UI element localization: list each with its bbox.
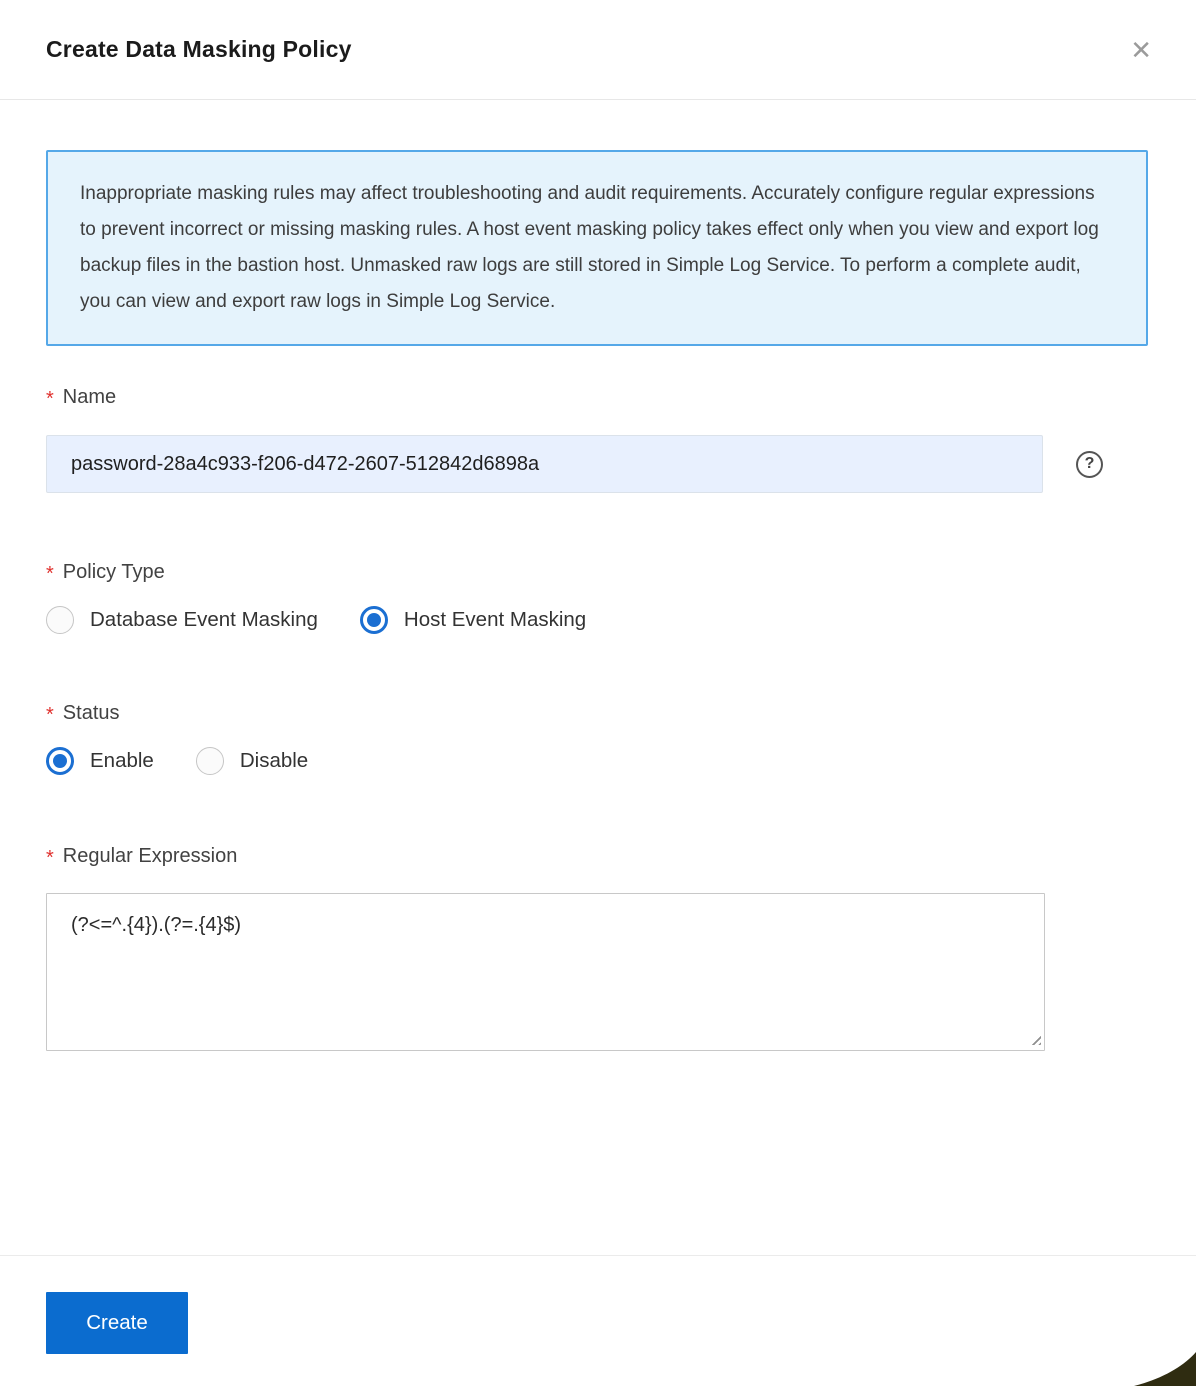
radio-circle-icon[interactable] [196, 747, 224, 775]
required-asterisk: * [46, 388, 54, 410]
close-icon[interactable]: ✕ [1130, 34, 1152, 65]
radio-enable[interactable] [46, 747, 154, 775]
policy-type-radio-group [46, 606, 1148, 634]
photo-corner-artifact [1134, 1350, 1196, 1386]
radio-label: Enable [90, 749, 154, 772]
info-alert-text: Inappropriate masking rules may affect troubleshooting and audit requirements. Accurately configure regular expressions to prevent incorrect or missing masking rules. A host event masking policy takes effect only when you view and export log backup files in the bastion host. Unmasked raw logs are still stored in Simple Log Service. To perform a complete audit, you can view and export raw logs in Simple Log Service. [80, 183, 1099, 312]
dialog-title: Create Data Masking Policy [46, 36, 352, 62]
dialog-header [0, 0, 1196, 100]
radio-label: Disable [239, 749, 309, 772]
dialog-footer [0, 1255, 1196, 1354]
status-label [46, 702, 1148, 725]
required-asterisk: * [46, 563, 54, 585]
name-label-text: Name [62, 386, 117, 408]
name-input[interactable] [46, 435, 1043, 493]
required-asterisk: * [46, 704, 54, 726]
radio-label: Host Event Masking [403, 608, 587, 631]
radio-circle-icon[interactable] [46, 606, 74, 634]
info-alert [46, 150, 1148, 346]
create-button[interactable]: Create [46, 1292, 188, 1354]
radio-circle-icon[interactable] [360, 606, 388, 634]
regex-textarea[interactable] [46, 893, 1045, 1051]
name-field-row [46, 435, 1148, 493]
regex-label-text: Regular Expression [62, 845, 238, 867]
radio-host-event-masking[interactable] [360, 606, 586, 634]
status-label-text: Status [62, 702, 120, 724]
name-field-label [46, 386, 1148, 409]
status-radio-group [46, 747, 1148, 775]
radio-database-event-masking[interactable] [46, 606, 318, 634]
radio-disable[interactable] [196, 747, 308, 775]
regex-field-wrap [46, 893, 1045, 1051]
required-asterisk: * [46, 847, 54, 869]
policy-type-label [46, 561, 1148, 584]
radio-label: Database Event Masking [90, 608, 318, 631]
help-icon[interactable]: ? [1076, 451, 1103, 478]
radio-circle-icon[interactable] [46, 747, 74, 775]
policy-type-label-text: Policy Type [62, 561, 165, 583]
dialog-body [0, 150, 1196, 1051]
regex-label [46, 845, 1148, 868]
